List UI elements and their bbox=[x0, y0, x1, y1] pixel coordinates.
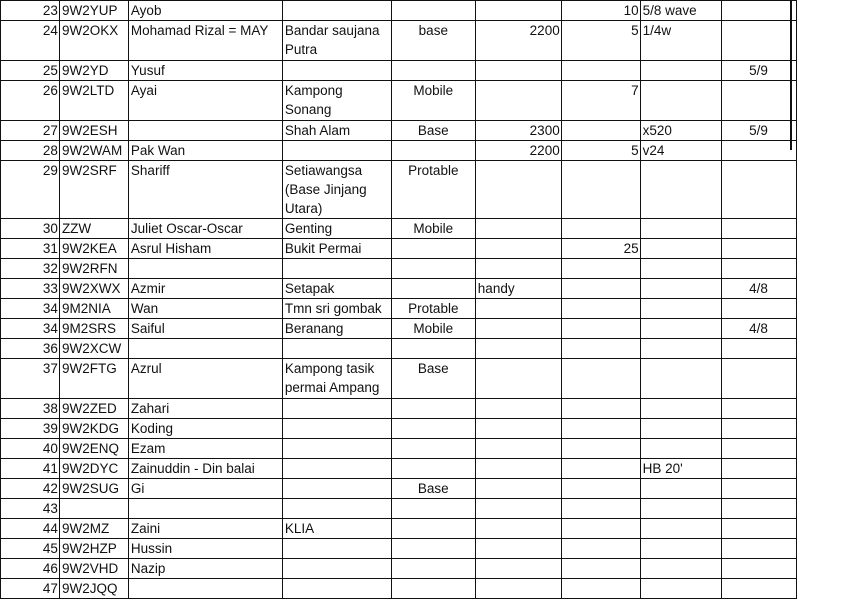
station-type-cell bbox=[391, 279, 475, 299]
column-f-cell bbox=[475, 399, 561, 419]
column-h-cell: 5/8 wave bbox=[640, 1, 721, 21]
empty-cell bbox=[796, 539, 858, 559]
column-f-cell bbox=[475, 259, 561, 279]
callsign-cell: 9W2WAM bbox=[59, 141, 128, 161]
empty-cell bbox=[796, 121, 858, 141]
column-f-cell bbox=[475, 339, 561, 359]
column-f-cell: 2200 bbox=[475, 141, 561, 161]
column-g-cell bbox=[561, 579, 640, 599]
column-f-cell bbox=[475, 579, 561, 599]
operator-name-cell: Saiful bbox=[128, 319, 282, 339]
column-f-cell bbox=[475, 459, 561, 479]
empty-cell bbox=[796, 21, 858, 61]
operator-name-cell: Azrul bbox=[128, 359, 282, 399]
location-cell bbox=[282, 459, 391, 479]
station-type-cell bbox=[391, 61, 475, 81]
location-cell: Shah Alam bbox=[282, 121, 391, 141]
operator-name-cell: Shariff bbox=[128, 161, 282, 219]
column-g-cell bbox=[561, 299, 640, 319]
column-f-cell bbox=[475, 359, 561, 399]
row-number-cell: 46 bbox=[1, 559, 60, 579]
column-f-cell bbox=[475, 219, 561, 239]
column-g-cell bbox=[561, 519, 640, 539]
column-g-cell bbox=[561, 499, 640, 519]
callsign-cell: 9W2VHD bbox=[59, 559, 128, 579]
column-h-cell bbox=[640, 539, 721, 559]
column-f-cell bbox=[475, 319, 561, 339]
row-number-cell: 34 bbox=[1, 299, 60, 319]
row-number-cell: 39 bbox=[1, 419, 60, 439]
location-cell bbox=[282, 479, 391, 499]
column-h-cell bbox=[640, 61, 721, 81]
location-cell: Tmn sri gombak bbox=[282, 299, 391, 319]
column-g-cell bbox=[561, 61, 640, 81]
column-i-cell bbox=[721, 239, 796, 259]
column-i-cell bbox=[721, 161, 796, 219]
column-g-cell bbox=[561, 439, 640, 459]
table-row bbox=[1, 161, 858, 219]
column-h-cell bbox=[640, 479, 721, 499]
column-g-cell: 5 bbox=[561, 141, 640, 161]
callsign-cell: 9W2ZED bbox=[59, 399, 128, 419]
station-type-cell: Protable bbox=[391, 299, 475, 319]
row-number-cell: 47 bbox=[1, 579, 60, 599]
table-row bbox=[1, 439, 858, 459]
table-row bbox=[1, 279, 858, 299]
row-number-cell: 43 bbox=[1, 499, 60, 519]
operator-name-cell: Wan bbox=[128, 299, 282, 319]
operator-name-cell: Juliet Oscar-Oscar bbox=[128, 219, 282, 239]
station-type-cell bbox=[391, 499, 475, 519]
column-g-cell bbox=[561, 559, 640, 579]
column-f-cell bbox=[475, 81, 561, 121]
callsign-cell: 9W2YD bbox=[59, 61, 128, 81]
column-g-cell: 5 bbox=[561, 21, 640, 61]
column-i-cell bbox=[721, 399, 796, 419]
column-g-cell: 10 bbox=[561, 1, 640, 21]
operator-name-cell: Gi bbox=[128, 479, 282, 499]
table-row bbox=[1, 419, 858, 439]
column-h-cell bbox=[640, 259, 721, 279]
column-i-cell bbox=[721, 219, 796, 239]
empty-cell bbox=[796, 459, 858, 479]
column-f-cell: 2300 bbox=[475, 121, 561, 141]
row-number-cell: 40 bbox=[1, 439, 60, 459]
table-row bbox=[1, 559, 858, 579]
callsign-cell: 9W2ENQ bbox=[59, 439, 128, 459]
operator-name-cell: Azmir bbox=[128, 279, 282, 299]
table-row bbox=[1, 579, 858, 599]
callsign-cell: 9W2JQQ bbox=[59, 579, 128, 599]
row-number-cell: 45 bbox=[1, 539, 60, 559]
column-g-cell bbox=[561, 479, 640, 499]
empty-cell bbox=[796, 319, 858, 339]
operator-name-cell: Zaini bbox=[128, 519, 282, 539]
station-type-cell bbox=[391, 559, 475, 579]
row-number-cell: 27 bbox=[1, 121, 60, 141]
column-i-cell bbox=[721, 359, 796, 399]
empty-cell bbox=[796, 81, 858, 121]
column-h-cell bbox=[640, 319, 721, 339]
column-f-cell bbox=[475, 539, 561, 559]
empty-cell bbox=[796, 559, 858, 579]
row-number-cell: 26 bbox=[1, 81, 60, 121]
row-number-cell: 33 bbox=[1, 279, 60, 299]
empty-cell bbox=[796, 279, 858, 299]
location-cell: Kampong tasik permai Ampang bbox=[282, 359, 391, 399]
column-f-cell bbox=[475, 559, 561, 579]
row-number-cell: 38 bbox=[1, 399, 60, 419]
column-h-cell: HB 20' bbox=[640, 459, 721, 479]
empty-cell bbox=[796, 141, 858, 161]
callsign-cell: 9M2SRS bbox=[59, 319, 128, 339]
column-i-cell bbox=[721, 459, 796, 479]
table-row bbox=[1, 299, 858, 319]
column-f-cell bbox=[475, 1, 561, 21]
empty-cell bbox=[796, 219, 858, 239]
location-cell: Kampong Sonang bbox=[282, 81, 391, 121]
callsign-cell: 9W2XWX bbox=[59, 279, 128, 299]
callsign-cell: 9W2FTG bbox=[59, 359, 128, 399]
callsign-cell: 9W2MZ bbox=[59, 519, 128, 539]
row-number-cell: 41 bbox=[1, 459, 60, 479]
column-i-cell bbox=[721, 579, 796, 599]
empty-cell bbox=[796, 299, 858, 319]
table-row bbox=[1, 479, 858, 499]
station-type-cell: Protable bbox=[391, 161, 475, 219]
column-f-cell: handy bbox=[475, 279, 561, 299]
column-g-cell bbox=[561, 459, 640, 479]
empty-cell bbox=[796, 399, 858, 419]
station-type-cell: Mobile bbox=[391, 219, 475, 239]
column-g-cell bbox=[561, 319, 640, 339]
row-number-cell: 28 bbox=[1, 141, 60, 161]
column-h-cell bbox=[640, 339, 721, 359]
operator-name-cell bbox=[128, 259, 282, 279]
station-type-cell bbox=[391, 239, 475, 259]
column-f-cell bbox=[475, 299, 561, 319]
table-row bbox=[1, 399, 858, 419]
operator-name-cell: Asrul Hisham bbox=[128, 239, 282, 259]
callsign-cell: 9W2KEA bbox=[59, 239, 128, 259]
operator-name-cell bbox=[128, 121, 282, 141]
operator-name-cell: Zainuddin - Din balai bbox=[128, 459, 282, 479]
station-type-cell bbox=[391, 1, 475, 21]
empty-cell bbox=[796, 239, 858, 259]
station-type-cell: Mobile bbox=[391, 319, 475, 339]
operator-name-cell: Ayob bbox=[128, 1, 282, 21]
operator-name-cell: Ezam bbox=[128, 439, 282, 459]
column-i-cell bbox=[721, 299, 796, 319]
table-row bbox=[1, 459, 858, 479]
column-g-cell bbox=[561, 161, 640, 219]
column-h-cell: x520 bbox=[640, 121, 721, 141]
column-h-cell bbox=[640, 519, 721, 539]
column-f-cell bbox=[475, 61, 561, 81]
station-type-cell bbox=[391, 459, 475, 479]
column-i-cell: 5/9 bbox=[721, 121, 796, 141]
row-number-cell: 23 bbox=[1, 1, 60, 21]
column-h-cell bbox=[640, 161, 721, 219]
operator-name-cell: Nazip bbox=[128, 559, 282, 579]
column-h-cell: v24 bbox=[640, 141, 721, 161]
column-f-cell: 2200 bbox=[475, 21, 561, 61]
operator-name-cell: Koding bbox=[128, 419, 282, 439]
location-cell bbox=[282, 439, 391, 459]
location-cell bbox=[282, 339, 391, 359]
row-number-cell: 36 bbox=[1, 339, 60, 359]
table-row bbox=[1, 239, 858, 259]
table-row bbox=[1, 141, 858, 161]
column-f-cell bbox=[475, 161, 561, 219]
table-row bbox=[1, 121, 858, 141]
location-cell bbox=[282, 579, 391, 599]
callsign-cell: 9M2NIA bbox=[59, 299, 128, 319]
location-cell bbox=[282, 499, 391, 519]
table-row bbox=[1, 539, 858, 559]
column-h-cell bbox=[640, 81, 721, 121]
location-cell bbox=[282, 141, 391, 161]
station-type-cell bbox=[391, 399, 475, 419]
location-cell bbox=[282, 539, 391, 559]
column-h-cell bbox=[640, 219, 721, 239]
station-type-cell bbox=[391, 439, 475, 459]
column-i-cell bbox=[721, 519, 796, 539]
station-type-cell bbox=[391, 141, 475, 161]
empty-cell bbox=[796, 61, 858, 81]
table-row bbox=[1, 219, 858, 239]
row-number-cell: 30 bbox=[1, 219, 60, 239]
column-i-cell bbox=[721, 259, 796, 279]
station-type-cell bbox=[391, 539, 475, 559]
location-cell: Setiawangsa (Base Jinjang Utara) bbox=[282, 161, 391, 219]
column-g-cell bbox=[561, 359, 640, 399]
table-row bbox=[1, 1, 858, 21]
column-i-cell bbox=[721, 141, 796, 161]
location-cell bbox=[282, 399, 391, 419]
location-cell: Setapak bbox=[282, 279, 391, 299]
location-cell bbox=[282, 559, 391, 579]
table-row bbox=[1, 359, 858, 399]
column-i-cell bbox=[721, 479, 796, 499]
row-number-cell: 34 bbox=[1, 319, 60, 339]
operator-name-cell: Hussin bbox=[128, 539, 282, 559]
column-h-cell bbox=[640, 579, 721, 599]
column-h-cell bbox=[640, 439, 721, 459]
column-h-cell bbox=[640, 419, 721, 439]
empty-cell bbox=[796, 419, 858, 439]
location-cell: Beranang bbox=[282, 319, 391, 339]
column-h-cell bbox=[640, 299, 721, 319]
callsign-cell: 9W2XCW bbox=[59, 339, 128, 359]
table-row bbox=[1, 519, 858, 539]
table-row bbox=[1, 339, 858, 359]
row-number-cell: 24 bbox=[1, 21, 60, 61]
column-f-cell bbox=[475, 519, 561, 539]
column-i-cell: 4/8 bbox=[721, 319, 796, 339]
location-cell bbox=[282, 419, 391, 439]
station-type-cell: Base bbox=[391, 479, 475, 499]
callsign-cell: 9W2DYC bbox=[59, 459, 128, 479]
column-h-cell: 1/4w bbox=[640, 21, 721, 61]
table-row bbox=[1, 259, 858, 279]
column-i-cell bbox=[721, 339, 796, 359]
station-type-cell: Base bbox=[391, 359, 475, 399]
column-h-cell bbox=[640, 499, 721, 519]
empty-cell bbox=[796, 479, 858, 499]
column-g-cell bbox=[561, 121, 640, 141]
column-g-cell bbox=[561, 539, 640, 559]
callsign-cell: 9W2LTD bbox=[59, 81, 128, 121]
empty-cell bbox=[796, 161, 858, 219]
operator-name-cell: Pak Wan bbox=[128, 141, 282, 161]
table-row bbox=[1, 319, 858, 339]
column-i-cell bbox=[721, 539, 796, 559]
column-g-cell: 25 bbox=[561, 239, 640, 259]
empty-cell bbox=[796, 1, 858, 21]
column-i-cell bbox=[721, 419, 796, 439]
empty-cell bbox=[796, 519, 858, 539]
location-cell bbox=[282, 1, 391, 21]
column-f-cell bbox=[475, 499, 561, 519]
column-g-cell bbox=[561, 279, 640, 299]
column-h-cell bbox=[640, 279, 721, 299]
operator-name-cell bbox=[128, 339, 282, 359]
operator-name-cell bbox=[128, 579, 282, 599]
callsign-cell: ZZW bbox=[59, 219, 128, 239]
row-number-cell: 44 bbox=[1, 519, 60, 539]
column-g-cell bbox=[561, 259, 640, 279]
column-g-cell bbox=[561, 219, 640, 239]
row-number-cell: 37 bbox=[1, 359, 60, 399]
column-i-cell bbox=[721, 1, 796, 21]
station-type-cell bbox=[391, 419, 475, 439]
column-h-cell bbox=[640, 359, 721, 399]
column-i-cell: 4/8 bbox=[721, 279, 796, 299]
station-type-cell bbox=[391, 339, 475, 359]
column-i-cell: 5/9 bbox=[721, 61, 796, 81]
column-f-cell bbox=[475, 419, 561, 439]
column-i-cell bbox=[721, 439, 796, 459]
row-number-cell: 42 bbox=[1, 479, 60, 499]
location-cell: Bandar saujana Putra bbox=[282, 21, 391, 61]
station-type-cell: Mobile bbox=[391, 81, 475, 121]
column-f-cell bbox=[475, 479, 561, 499]
table-row bbox=[1, 499, 858, 519]
location-cell: Bukit Permai bbox=[282, 239, 391, 259]
column-i-cell bbox=[721, 559, 796, 579]
operator-name-cell: Mohamad Rizal = MAY bbox=[128, 21, 282, 61]
column-g-cell bbox=[561, 399, 640, 419]
callsign-cell: 9W2KDG bbox=[59, 419, 128, 439]
operator-name-cell bbox=[128, 499, 282, 519]
callsign-cell bbox=[59, 499, 128, 519]
row-number-cell: 29 bbox=[1, 161, 60, 219]
column-i-cell bbox=[721, 21, 796, 61]
operator-name-cell: Yusuf bbox=[128, 61, 282, 81]
row-number-cell: 32 bbox=[1, 259, 60, 279]
station-type-cell bbox=[391, 259, 475, 279]
callsign-cell: 9W2ESH bbox=[59, 121, 128, 141]
location-cell: KLIA bbox=[282, 519, 391, 539]
empty-cell bbox=[796, 359, 858, 399]
station-type-cell bbox=[391, 519, 475, 539]
location-cell bbox=[282, 61, 391, 81]
sheet-edge-line bbox=[790, 0, 792, 150]
column-f-cell bbox=[475, 239, 561, 259]
callsign-cell: 9W2HZP bbox=[59, 539, 128, 559]
operator-name-cell: Zahari bbox=[128, 399, 282, 419]
column-g-cell: 7 bbox=[561, 81, 640, 121]
empty-cell bbox=[796, 259, 858, 279]
callsign-cell: 9W2SUG bbox=[59, 479, 128, 499]
empty-cell bbox=[796, 579, 858, 599]
station-type-cell bbox=[391, 579, 475, 599]
callsign-cell: 9W2RFN bbox=[59, 259, 128, 279]
row-number-cell: 25 bbox=[1, 61, 60, 81]
callsign-cell: 9W2OKX bbox=[59, 21, 128, 61]
table-row bbox=[1, 81, 858, 121]
empty-cell bbox=[796, 499, 858, 519]
column-g-cell bbox=[561, 339, 640, 359]
operator-name-cell: Ayai bbox=[128, 81, 282, 121]
table-row bbox=[1, 61, 858, 81]
column-i-cell bbox=[721, 499, 796, 519]
empty-cell bbox=[796, 439, 858, 459]
column-h-cell bbox=[640, 399, 721, 419]
column-f-cell bbox=[475, 439, 561, 459]
column-g-cell bbox=[561, 419, 640, 439]
location-cell: Genting bbox=[282, 219, 391, 239]
column-h-cell bbox=[640, 239, 721, 259]
callsign-cell: 9W2SRF bbox=[59, 161, 128, 219]
row-number-cell: 31 bbox=[1, 239, 60, 259]
table-row bbox=[1, 21, 858, 61]
column-i-cell bbox=[721, 81, 796, 121]
station-type-cell: Base bbox=[391, 121, 475, 141]
station-type-cell: base bbox=[391, 21, 475, 61]
column-h-cell bbox=[640, 559, 721, 579]
callsign-cell: 9W2YUP bbox=[59, 1, 128, 21]
empty-cell bbox=[796, 339, 858, 359]
location-cell bbox=[282, 259, 391, 279]
